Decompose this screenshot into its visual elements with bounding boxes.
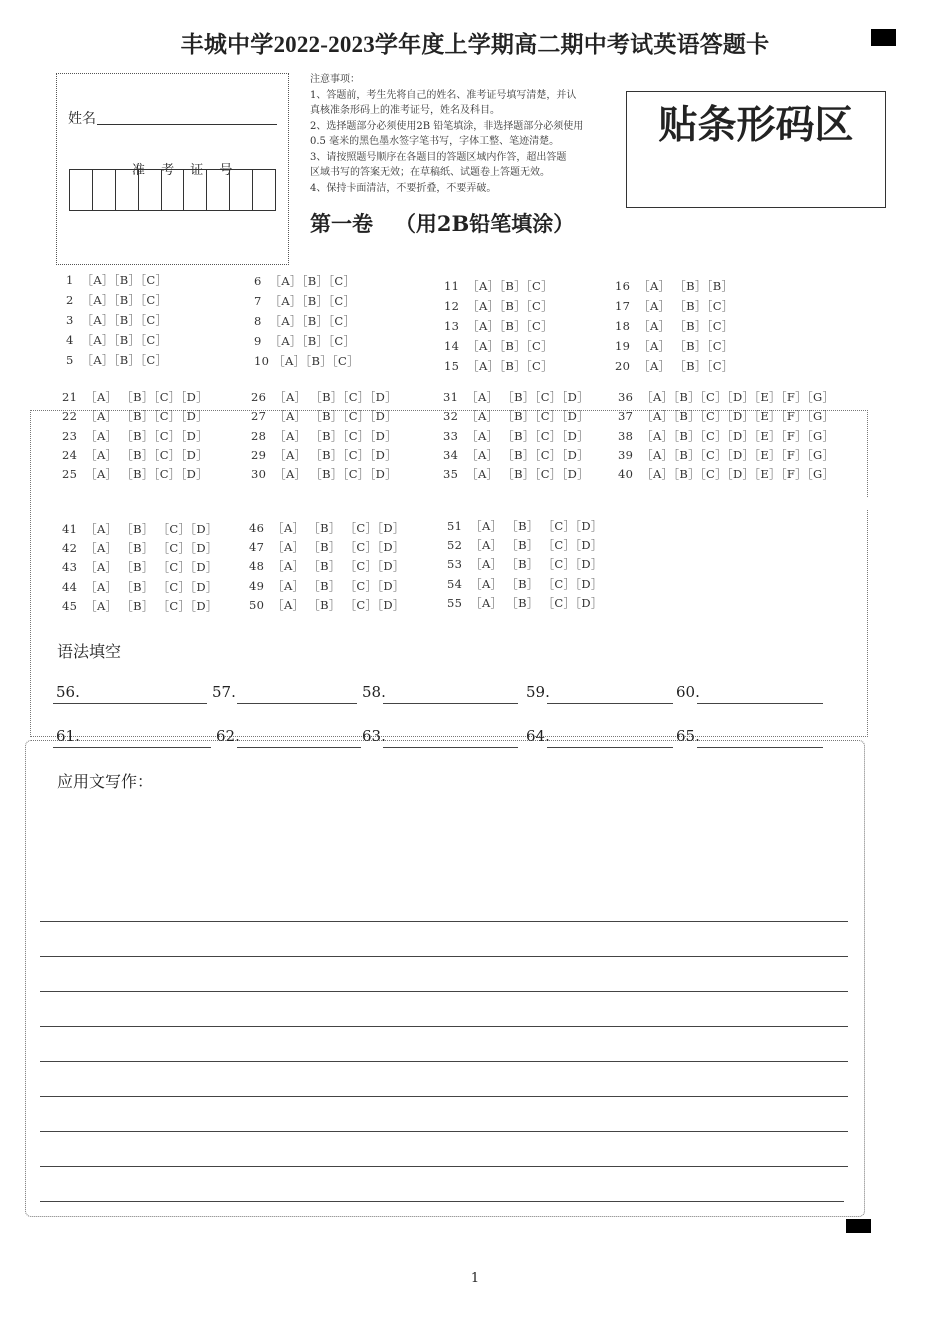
choice-row[interactable]: 40 ［A］［B］［C］［D］［E］［F］［G］ — [618, 467, 835, 482]
exam-id-cell[interactable] — [116, 170, 139, 210]
writing-line[interactable] — [40, 991, 848, 992]
notice-line: 2、选择题部分必须使用2B 铅笔填涂，非选择题部分必须使用 — [310, 120, 584, 132]
notice-heading: 注意事项： — [310, 74, 360, 85]
answer-blank[interactable] — [237, 703, 357, 704]
writing-region-box — [25, 740, 865, 1217]
choice-row[interactable]: 41 ［A］ ［B］ ［C］［D］ — [62, 522, 218, 536]
blank-number: 57. — [212, 683, 236, 701]
corner-mark-bottom — [846, 1219, 871, 1233]
notice-line: 区域书写的答案无效；在草稿纸、试题卷上答题无效。 — [310, 167, 550, 178]
notice-line: 真核准条形码上的准考证号，姓名及科目。 — [310, 105, 500, 116]
choice-row[interactable]: 11 ［A］［B］［C］ — [444, 279, 553, 293]
choice-row[interactable]: 47 ［A］ ［B］ ［C］［D］ — [249, 540, 405, 555]
choice-row[interactable]: 2 ［A］［B］［C］ — [66, 293, 168, 307]
writing-line[interactable] — [40, 956, 848, 957]
choice-row[interactable]: 19 ［A］ ［B］［C］ — [615, 339, 734, 353]
page-number: 1 — [470, 1271, 480, 1286]
answer-blank[interactable] — [237, 747, 361, 748]
choice-row[interactable]: 3 ［A］［B］［C］ — [66, 313, 168, 327]
choice-row[interactable]: 46 ［A］ ［B］ ［C］［D］ — [249, 521, 405, 535]
barcode-label: 贴条形码区 — [658, 103, 854, 148]
choice-row[interactable]: 23 ［A］ ［B］［C］［D］ — [62, 428, 208, 443]
choice-row[interactable]: 35 ［A］ ［B］［C］［D］ — [443, 467, 589, 482]
exam-id-cell[interactable] — [207, 170, 230, 210]
choice-row[interactable]: 39 ［A］［B］［C］［D］［E］［F］［G］ — [618, 447, 835, 462]
blank-number: 62. — [216, 727, 240, 745]
answer-blank[interactable] — [383, 703, 518, 704]
choice-row[interactable]: 55 ［A］ ［B］ ［C］［D］ — [447, 595, 603, 610]
exam-id-grid[interactable] — [69, 169, 276, 211]
writing-line[interactable] — [40, 1096, 848, 1097]
choice-row[interactable]: 37 ［A］［B］［C］［D］［E］［F］［G］ — [618, 409, 835, 424]
choice-row[interactable]: 32 ［A］ ［B］［C］［D］ — [443, 409, 589, 424]
choice-row[interactable]: 1 ［A］［B］［C］ — [66, 273, 168, 287]
writing-line[interactable] — [40, 1026, 848, 1027]
writing-line[interactable] — [40, 921, 848, 922]
choice-row[interactable]: 7 ［A］［B］［C］ — [254, 294, 356, 308]
choice-row[interactable]: 28 ［A］ ［B］［C］［D］ — [251, 428, 397, 443]
choice-row[interactable]: 10 ［A］［B］［C］ — [254, 354, 359, 368]
writing-line[interactable] — [40, 1201, 844, 1202]
choice-row[interactable]: 15 ［A］［B］［C］ — [444, 359, 553, 373]
choice-row[interactable]: 48 ［A］ ［B］ ［C］［D］ — [249, 559, 405, 574]
blank-number: 61. — [56, 727, 80, 745]
choice-row[interactable]: 9 ［A］［B］［C］ — [254, 334, 356, 348]
choice-row[interactable]: 18 ［A］ ［B］［C］ — [615, 319, 734, 333]
notice-line: 4、保持卡面清洁，不要折叠，不要弄破。 — [310, 182, 497, 194]
exam-id-cell[interactable] — [93, 170, 116, 210]
choice-row[interactable]: 13 ［A］［B］［C］ — [444, 319, 553, 333]
choice-row[interactable]: 8 ［A］［B］［C］ — [254, 314, 356, 328]
choice-row[interactable]: 44 ［A］ ［B］ ［C］［D］ — [62, 579, 218, 594]
answer-blank[interactable] — [547, 747, 673, 748]
exam-id-cell[interactable] — [184, 170, 207, 210]
choice-row[interactable]: 29 ［A］ ［B］［C］［D］ — [251, 447, 397, 462]
choice-row[interactable]: 4 ［A］［B］［C］ — [66, 333, 168, 347]
notice-line: 0.5 毫米的黑色墨水签字笔书写，字体工整、笔迹清楚。 — [310, 136, 560, 147]
blank-number: 64. — [526, 727, 550, 745]
exam-id-cell[interactable] — [253, 170, 275, 210]
blank-number: 58. — [362, 683, 386, 701]
answer-blank[interactable] — [383, 747, 518, 748]
choice-row[interactable]: 45 ［A］ ［B］ ［C］［D］ — [62, 598, 218, 613]
choice-row[interactable]: 31 ［A］ ［B］［C］［D］ — [443, 390, 589, 404]
exam-id-cell[interactable] — [230, 170, 253, 210]
answer-blank[interactable] — [547, 703, 673, 704]
notice-line: 3、请按照题号顺序在各题目的答题区域内作答，超出答题 — [310, 151, 567, 163]
choice-row[interactable]: 6 ［A］［B］［C］ — [254, 274, 356, 288]
grammar-label: 语法填空 — [57, 642, 122, 661]
notice-line: 1、答题前，考生先将自己的姓名、准考证号填写清楚，并认 — [310, 89, 577, 101]
blank-number: 65. — [676, 727, 700, 745]
blank-number: 63. — [362, 727, 386, 745]
choice-row[interactable]: 17 ［A］ ［B］［C］ — [615, 299, 734, 313]
choice-row[interactable]: 43 ［A］ ［B］ ［C］［D］ — [62, 560, 218, 575]
choice-row[interactable]: 26 ［A］ ［B］［C］［D］ — [251, 390, 397, 404]
blank-number: 56. — [56, 683, 80, 701]
blank-number: 60. — [676, 683, 700, 701]
choice-row[interactable]: 20 ［A］ ［B］［C］ — [615, 359, 734, 373]
exam-id-cell[interactable] — [162, 170, 185, 210]
choice-row[interactable]: 14 ［A］［B］［C］ — [444, 339, 553, 353]
choice-row[interactable]: 27 ［A］ ［B］［C］［D］ — [251, 409, 397, 424]
region-gap-mask — [866, 497, 870, 509]
choice-row[interactable]: 16 ［A］ ［B］［B］ — [615, 279, 734, 293]
choice-row[interactable]: 25 ［A］ ［B］［C］［D］ — [62, 467, 208, 482]
choice-row[interactable]: 36 ［A］［B］［C］［D］［E］［F］［G］ — [618, 390, 835, 404]
answer-blank[interactable] — [697, 747, 823, 748]
choice-row[interactable]: 21 ［A］ ［B］［C］［D］ — [62, 390, 208, 404]
choice-row[interactable]: 24 ［A］ ［B］［C］［D］ — [62, 447, 208, 462]
choice-row[interactable]: 33 ［A］ ［B］［C］［D］ — [443, 428, 589, 443]
answer-blank[interactable] — [53, 703, 207, 704]
writing-line[interactable] — [40, 1131, 848, 1132]
name-field[interactable] — [97, 124, 277, 125]
choice-row[interactable]: 12 ［A］［B］［C］ — [444, 299, 553, 313]
writing-label: 应用文写作： — [57, 772, 154, 791]
barcode-area — [626, 91, 886, 208]
choice-row[interactable]: 22 ［A］ ［B］［C］［D］ — [62, 409, 208, 424]
corner-mark-top — [871, 29, 896, 46]
choice-row[interactable]: 49 ［A］ ［B］ ［C］［D］ — [249, 578, 405, 593]
page-title: 丰城中学2022-2023学年度上学期高二期中考试英语答题卡 — [180, 32, 770, 57]
writing-line[interactable] — [40, 1166, 848, 1167]
exam-id-cell[interactable] — [139, 170, 162, 210]
choice-row[interactable]: 38 ［A］［B］［C］［D］［E］［F］［G］ — [618, 428, 835, 443]
choice-row[interactable]: 34 ［A］ ［B］［C］［D］ — [443, 447, 589, 462]
choice-row[interactable]: 54 ［A］ ［B］ ［C］［D］ — [447, 576, 603, 591]
choice-row[interactable]: 42 ［A］ ［B］ ［C］［D］ — [62, 541, 218, 556]
answer-blank[interactable] — [53, 747, 211, 748]
exam-id-label: 准 考 证 号 — [132, 163, 239, 178]
choice-row[interactable]: 50 ［A］ ［B］ ［C］［D］ — [249, 597, 405, 612]
notice-block — [310, 72, 610, 196]
blank-number: 59. — [526, 683, 550, 701]
answer-blank[interactable] — [697, 703, 823, 704]
choice-row[interactable]: 30 ［A］ ［B］［C］［D］ — [251, 467, 397, 482]
section-one-heading: 第一卷 （用2B铅笔填涂） — [310, 211, 575, 236]
exam-id-cell[interactable] — [70, 170, 93, 210]
writing-line[interactable] — [40, 1061, 848, 1062]
name-label: 姓名 — [68, 111, 96, 127]
choice-row[interactable]: 52 ［A］ ［B］ ［C］［D］ — [447, 538, 603, 553]
choice-row[interactable]: 51 ［A］ ［B］ ［C］［D］ — [447, 519, 603, 533]
choice-row[interactable]: 5 ［A］［B］［C］ — [66, 353, 168, 367]
choice-row[interactable]: 53 ［A］ ［B］ ［C］［D］ — [447, 557, 603, 572]
